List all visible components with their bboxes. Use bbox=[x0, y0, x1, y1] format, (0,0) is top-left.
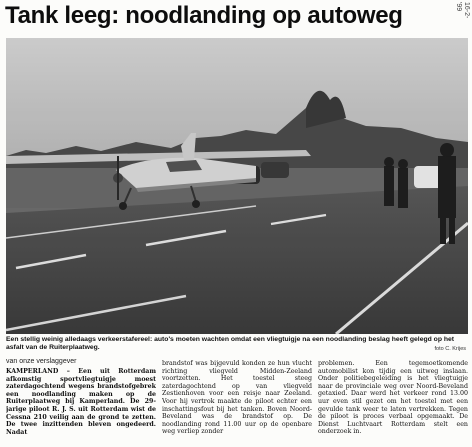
photo-caption: Een stellig weinig alledaags verkeerstafereel: auto's moeten wachten omdat een vliegtuigje na een noodlanding beslag heeft gelegd op het asfalt van de Ruiterplaatweg. bbox=[6, 336, 455, 352]
article-column-1: KAMPERLAND – Een uit Rotterdam afkomstig sportvliegtuigje moest zaterdagochtend wegens brandstofgebrek een noodlanding maken op de Ruiterplaatweg bij Kamperland. De 29-jarige piloot R. J. S. uit Rotterdam wist de Cessna 210 veilig aan de grond te zetten. De twee inzittenden bleven ongedeerd. Nadat bbox=[6, 368, 156, 436]
headline: Tank leeg: noodlanding op autoweg bbox=[5, 2, 403, 29]
news-photo bbox=[6, 38, 468, 334]
article-column-3: problemen. Een tegemoetkomende automobilist kon tijdig een uitweg inslaan. Onder politiebegeleiding is het vliegtuigje naar de provinciale weg over Noord-Beveland getaxied. Daar werd het verkeer rond 13.00 uur even stil gezet om het toestel met een gevulde tank weer te laten vertrekken. Tegen de piloot is proces verbaal opgemaakt. De Dienst Luchtvaart Rotterdam stelt een onderzoek in. bbox=[318, 360, 468, 436]
article-column-2: brandstof was bijgevuld konden ze hun vlucht richting vliegveld Midden-Zeeland voortzetten. Het toestel steeg zaterdagochtend op van vliegveld Zestienhoven voor een reisje naar Zeeland. Voor hij vertrok maakte de piloot echter een inschattingsfout bij het tanken. Boven Noord-Beveland was de brandstof op. De noodlanding rond 11.00 uur op de openbare weg verliep zonder bbox=[162, 360, 312, 436]
byline: van onze verslaggever bbox=[6, 358, 77, 365]
photo-credit: foto C. Krijes bbox=[432, 346, 466, 353]
date-stamp: 16-2-'99 bbox=[455, 2, 470, 19]
